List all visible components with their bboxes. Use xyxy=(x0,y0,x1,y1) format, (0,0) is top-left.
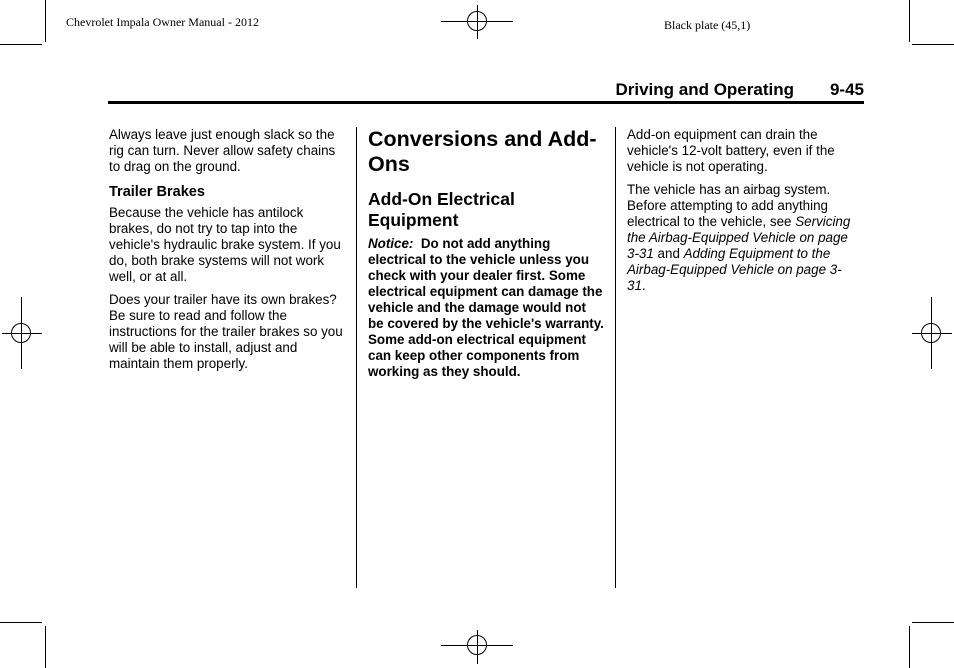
paragraph: Does your trailer have its own brakes? Be sure to read and follow the instructions for the trailer brakes so you will be able to install, adjust and maintain them properly. xyxy=(109,292,343,371)
cross-reference-link[interactable]: Adding Equipment to the Airbag-Equipped Vehicle on page 3-31 xyxy=(627,246,842,293)
slug-manual-title: Chevrolet Impala Owner Manual - 2012 xyxy=(66,15,259,29)
notice-label: Notice: xyxy=(368,236,414,251)
paragraph-text: The vehicle has an airbag system. Before attempting to add anything electrical to the vehicle, see xyxy=(627,182,831,229)
crop-mark xyxy=(0,44,42,45)
crop-mark xyxy=(45,626,46,668)
subsection-heading: Add-On Electrical Equipment xyxy=(368,189,515,230)
header-rule xyxy=(108,101,864,104)
notice-text: Do not add anything electrical to the vehicle unless you check with your dealer first. Some electrical equipment can damage the vehicle and the damage would not be covered by the vehicle's warranty. Some add-on electrical equipment can keep other components from working as they should. xyxy=(368,236,604,379)
column-right xyxy=(627,127,859,301)
paragraph: Always leave just enough slack so the rig can turn. Never allow safety chains to drag on the ground. xyxy=(109,127,336,174)
conjunction: and xyxy=(657,246,680,261)
crop-mark xyxy=(0,622,42,623)
crop-mark xyxy=(45,0,46,42)
crop-mark xyxy=(909,0,910,42)
subheading-trailer-brakes: Trailer Brakes xyxy=(109,184,205,200)
column-divider xyxy=(356,127,357,588)
paragraph: Because the vehicle has antilock brakes, do not try to tap into the vehicle's hydraulic brake system. If you do, both brake systems will not work well, or at all. xyxy=(109,205,341,284)
cross-reference-link[interactable]: Servicing the Airbag-Equipped Vehicle on page 3-31 xyxy=(627,214,851,261)
column-divider xyxy=(615,127,616,588)
period: . xyxy=(641,278,646,293)
crop-mark xyxy=(909,626,910,668)
running-head xyxy=(108,79,864,101)
notice-paragraph xyxy=(368,236,604,380)
page-number: 9-45 xyxy=(829,80,864,99)
crop-mark xyxy=(912,622,954,623)
paragraph: Add-on equipment can drain the vehicle's 12-volt battery, even if the vehicle is not operating. xyxy=(627,127,835,174)
paragraph xyxy=(627,182,859,294)
crop-mark xyxy=(912,44,954,45)
column-middle xyxy=(368,127,604,387)
slug-plate: Black plate (45,1) xyxy=(664,18,751,32)
section-heading: Conversions and Add-Ons xyxy=(368,127,597,176)
section-title: Driving and Operating xyxy=(615,80,794,99)
column-left xyxy=(109,127,347,379)
